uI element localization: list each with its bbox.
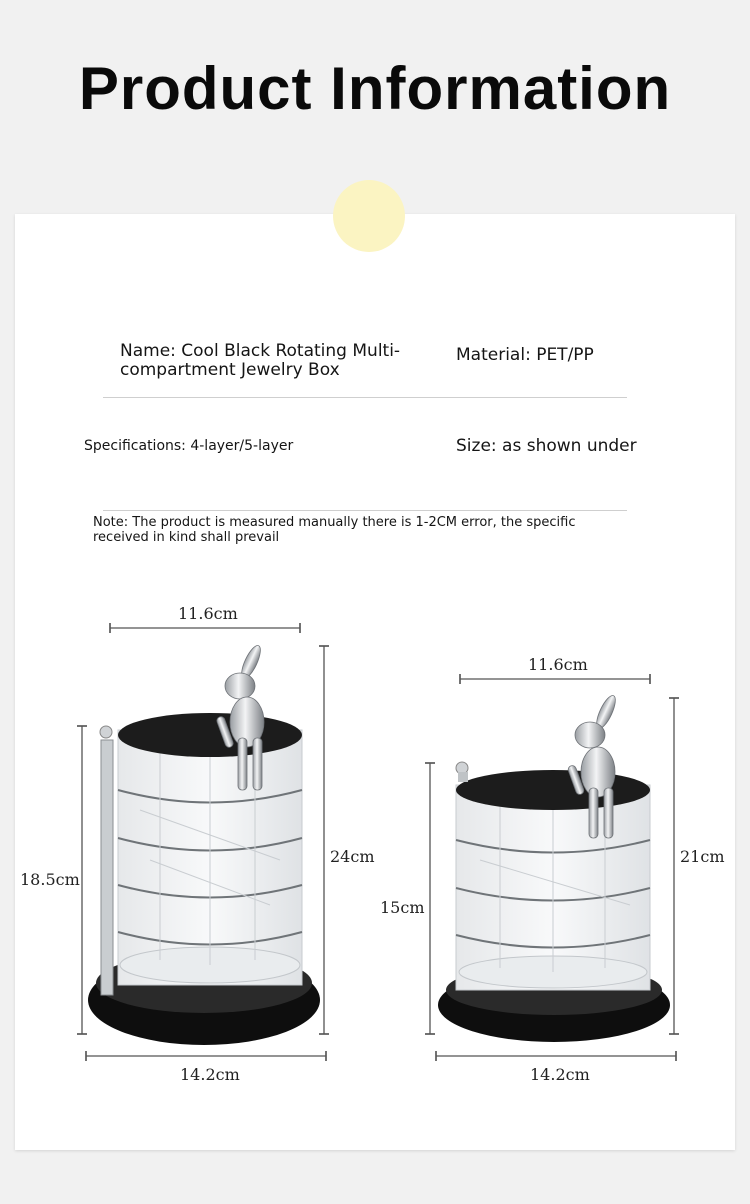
product-specifications: Specifications: 4-layer/5-layer <box>84 438 294 454</box>
page-title: Product Information <box>78 55 672 122</box>
dimension-total-height: 21cm <box>680 847 725 866</box>
dimension-top-width: 11.6cm <box>528 655 588 674</box>
measurement-note: Note: The product is measured manually there is 1-2CM error, the specific received in kind shall prevail <box>93 515 576 545</box>
product-material: Material: PET/PP <box>456 345 594 365</box>
dimension-body-height: 18.5cm <box>20 870 80 889</box>
dimension-top-width: 11.6cm <box>178 604 238 623</box>
product-size: Size: as shown under <box>456 436 637 456</box>
jewelry-box-4-layer <box>438 693 670 1042</box>
dimension-body-height: 15cm <box>380 898 425 917</box>
dimension-base-width: 14.2cm <box>180 1065 240 1084</box>
dimension-total-height: 24cm <box>330 847 375 866</box>
product-name: Name: Cool Black Rotating Multi-compartment Jewelry Box <box>120 341 401 380</box>
jewelry-box-5-layer <box>88 643 320 1045</box>
dimension-base-width: 14.2cm <box>530 1065 590 1084</box>
